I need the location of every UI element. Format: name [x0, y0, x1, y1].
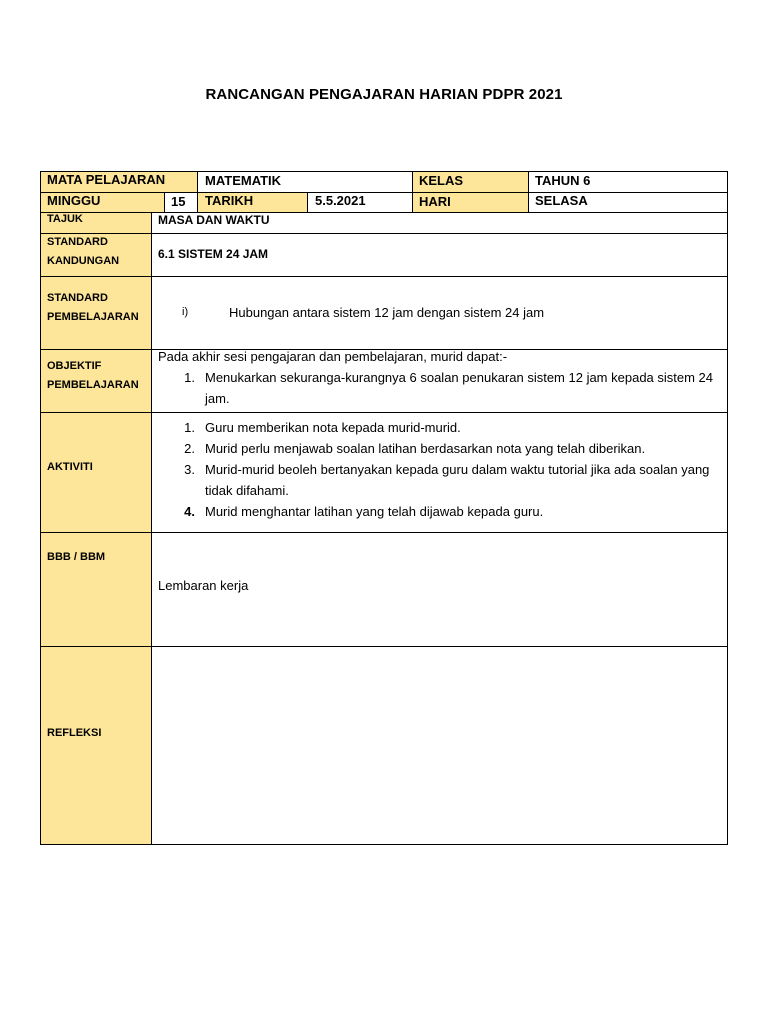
kelas-value: TAHUN 6	[535, 173, 591, 188]
minggu-label: MINGGU	[47, 193, 101, 208]
hari-value-cell	[528, 192, 728, 213]
aktiviti-item	[181, 417, 723, 438]
standard-pembelajaran-label-cell	[40, 276, 152, 350]
objektif-item-number: 1.	[184, 370, 195, 385]
objektif-item-line2: jam.	[205, 391, 230, 406]
aktiviti-item-text: Murid menghantar latihan yang telah dijawab kepada guru.	[205, 504, 544, 519]
aktiviti-item-text: Murid-murid beoleh bertanyakan kepada guru dalam waktu tutorial jika ada soalan yang	[205, 462, 710, 477]
aktiviti-item	[181, 459, 723, 501]
standard-kandungan-value: 6.1 SISTEM 24 JAM	[158, 247, 269, 261]
aktiviti-item-number: 4.	[184, 504, 195, 519]
minggu-label-cell	[40, 192, 165, 213]
tarikh-label-cell	[197, 192, 308, 213]
bbb-label-cell	[40, 532, 152, 647]
tajuk-label: TAJUK	[47, 213, 83, 225]
mata-pelajaran-value-cell	[197, 171, 413, 193]
tarikh-value-cell	[307, 192, 413, 213]
refleksi-label: REFLEKSI	[47, 727, 102, 739]
aktiviti-label-cell	[40, 412, 152, 533]
aktiviti-label: AKTIVITI	[47, 461, 93, 473]
minggu-value-cell	[164, 192, 198, 213]
mata-pelajaran-label: MATA PELAJARAN	[47, 172, 166, 187]
tajuk-label-cell	[40, 212, 152, 234]
standard-pembelajaran-label-line2: PEMBELAJARAN	[47, 311, 139, 323]
standard-pembelajaran-item-marker: i)	[182, 306, 189, 318]
standard-kandungan-label-cell	[40, 233, 152, 277]
standard-kandungan-value-cell	[151, 233, 728, 277]
document-title: RANCANGAN PENGAJARAN HARIAN PDPR 2021	[205, 86, 563, 103]
refleksi-value-cell	[151, 646, 728, 845]
tarikh-value: 5.5.2021	[315, 193, 366, 208]
aktiviti-value-cell	[151, 412, 728, 533]
kelas-label-cell	[412, 171, 529, 193]
bbb-label: BBB / BBM	[47, 551, 106, 563]
aktiviti-item	[181, 501, 723, 522]
objektif-item	[181, 367, 723, 409]
tajuk-value: MASA DAN WAKTU	[158, 213, 270, 227]
hari-label-cell	[412, 192, 529, 213]
objektif-value-cell	[151, 349, 728, 413]
aktiviti-item	[181, 438, 723, 459]
aktiviti-item-number: 1.	[184, 420, 195, 435]
mata-pelajaran-value: MATEMATIK	[205, 173, 282, 188]
bbb-value: Lembaran kerja	[158, 578, 249, 593]
mata-pelajaran-label-cell	[40, 171, 198, 193]
objektif-label-line2: PEMBELAJARAN	[47, 379, 139, 391]
standard-pembelajaran-value-cell	[151, 276, 728, 350]
kelas-value-cell	[528, 171, 728, 193]
aktiviti-item-text-line2: tidak difahami.	[205, 483, 289, 498]
aktiviti-item-number: 2.	[184, 441, 195, 456]
tajuk-value-cell	[151, 212, 728, 234]
objektif-intro: Pada akhir sesi pengajaran dan pembelajaran, murid dapat:-	[158, 349, 508, 364]
refleksi-label-cell	[40, 646, 152, 845]
aktiviti-item-text: Murid perlu menjawab soalan latihan berdasarkan nota yang telah diberikan.	[205, 441, 646, 456]
objektif-label-line1: OBJEKTIF	[47, 360, 102, 372]
kelas-label: KELAS	[419, 173, 464, 188]
minggu-value: 15	[171, 194, 186, 209]
objektif-label-cell	[40, 349, 152, 413]
aktiviti-item-text: Guru memberikan nota kepada murid-murid.	[205, 420, 461, 435]
tarikh-label: TARIKH	[205, 193, 254, 208]
bbb-value-cell	[151, 532, 728, 647]
standard-pembelajaran-item-text: Hubungan antara sistem 12 jam dengan sistem 24 jam	[229, 305, 545, 320]
hari-value: SELASA	[535, 193, 588, 208]
standard-pembelajaran-label-line1: STANDARD	[47, 292, 108, 304]
hari-label: HARI	[419, 194, 451, 209]
aktiviti-item-number: 3.	[184, 462, 195, 477]
objektif-item-line1: Menukarkan sekuranga-kurangnya 6 soalan penukaran sistem 12 jam kepada sistem 24	[205, 370, 714, 385]
standard-kandungan-label-line1: STANDARD	[47, 236, 108, 248]
standard-kandungan-label-line2: KANDUNGAN	[47, 255, 120, 267]
